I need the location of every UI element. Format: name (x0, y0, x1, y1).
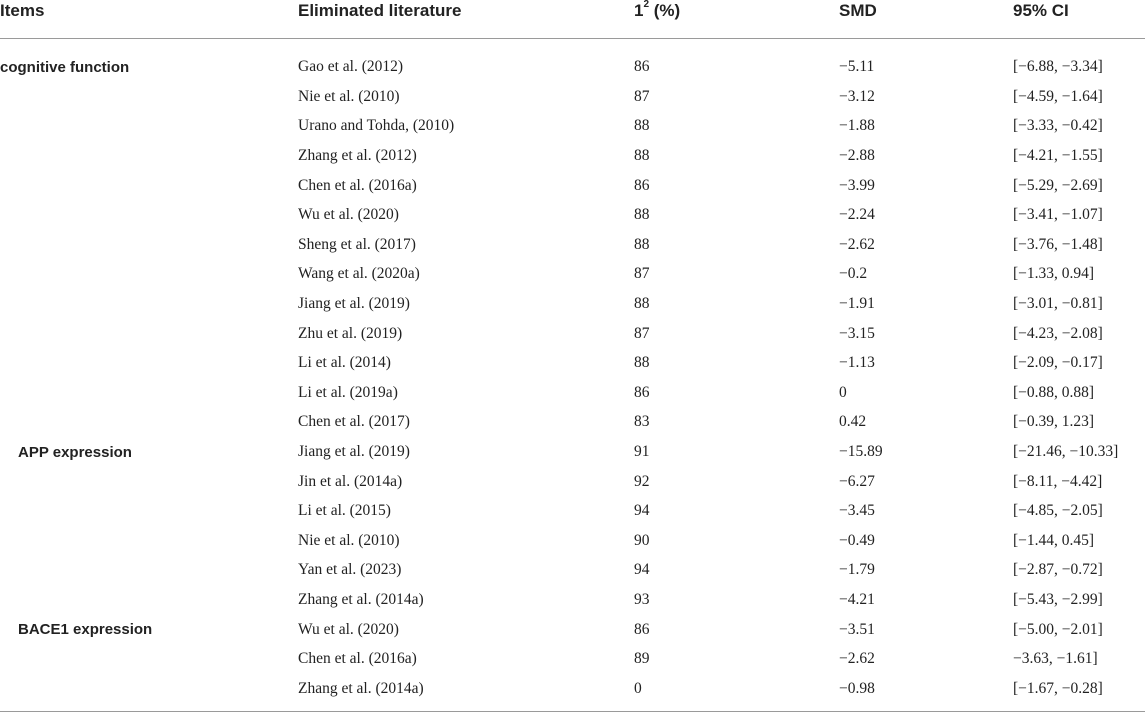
item-group-label (0, 177, 18, 194)
cell-eliminated-literature: Wu et al. (2020) (298, 620, 399, 638)
cell-95-ci: [−21.46, −10.33] (1013, 443, 1119, 461)
cell-eliminated-literature: Chen et al. (2016a) (298, 650, 417, 668)
cell-eliminated-literature: Chen et al. (2016a) (298, 176, 417, 194)
item-group-label (0, 266, 18, 283)
cell-smd: −4.21 (839, 590, 875, 608)
header-i-squared (634, 0, 839, 38)
cell-eliminated-literature: Li et al. (2014) (298, 354, 391, 372)
header-i2-base: 1 (634, 1, 644, 20)
table-row (0, 556, 1145, 586)
cell-item-group (0, 141, 298, 171)
cell-95-ci: [−3.41, −1.07] (1013, 206, 1103, 224)
cell-i-squared: 93 (634, 590, 650, 608)
cell-i-squared: 94 (634, 502, 650, 520)
cell-item-group (0, 82, 298, 112)
cell-i-squared: 86 (634, 620, 650, 638)
item-group-label (0, 296, 18, 313)
cell-eliminated-literature: Li et al. (2015) (298, 502, 391, 520)
table-row (0, 200, 1145, 230)
cell-smd: −2.88 (839, 147, 875, 165)
cell-eliminated-literature: Nie et al. (2010) (298, 87, 400, 105)
item-group-label (0, 651, 18, 668)
cell-95-ci: [−5.00, −2.01] (1013, 620, 1103, 638)
item-group-label (0, 532, 18, 549)
cell-smd: −1.13 (839, 354, 875, 372)
cell-eliminated-literature: Urano and Tohda, (2010) (298, 117, 455, 135)
item-group-label: APP expression (18, 443, 132, 461)
header-i2-unit: (%) (649, 1, 681, 20)
cell-item-group (0, 496, 298, 526)
cell-item-group (0, 289, 298, 319)
table-row (0, 260, 1145, 290)
cell-i-squared: 88 (634, 206, 650, 224)
cell-item-group (0, 526, 298, 556)
cell-item-group (0, 615, 298, 645)
cell-eliminated-literature: Jiang et al. (2019) (298, 295, 410, 313)
cell-eliminated-literature: Nie et al. (2010) (298, 531, 400, 549)
cell-95-ci: [−3.33, −0.42] (1013, 117, 1103, 135)
table-row (0, 408, 1145, 438)
cell-item-group (0, 437, 298, 467)
cell-item-group (0, 171, 298, 201)
cell-smd: −3.15 (839, 324, 875, 342)
cell-95-ci: [−1.44, 0.45] (1013, 531, 1095, 549)
cell-eliminated-literature: Sheng et al. (2017) (298, 235, 416, 253)
cell-smd: −0.98 (839, 679, 875, 697)
cell-item-group (0, 112, 298, 142)
table-row (0, 585, 1145, 615)
cell-smd: −3.12 (839, 87, 875, 105)
cell-95-ci: [−5.29, −2.69] (1013, 176, 1103, 194)
cell-95-ci: [−8.11, −4.42] (1013, 472, 1103, 490)
cell-smd: −0.2 (839, 265, 868, 283)
cell-item-group (0, 260, 298, 290)
cell-item-group (0, 200, 298, 230)
cell-smd: −3.99 (839, 176, 875, 194)
cell-i-squared: 86 (634, 58, 650, 76)
item-group-label (0, 325, 18, 342)
cell-95-ci: [−1.33, 0.94] (1013, 265, 1095, 283)
header-smd: SMD (839, 1, 877, 20)
cell-smd: 0.42 (839, 413, 867, 431)
cell-i-squared: 88 (634, 147, 650, 165)
item-group-label (0, 355, 18, 372)
cell-95-ci: [−4.23, −2.08] (1013, 324, 1103, 342)
cell-i-squared: 88 (634, 117, 650, 135)
cell-eliminated-literature: Gao et al. (2012) (298, 58, 404, 76)
item-group-label (0, 207, 18, 224)
table-row (0, 82, 1145, 112)
table-row (0, 112, 1145, 142)
item-group-label (0, 591, 18, 608)
cell-i-squared: 87 (634, 265, 650, 283)
cell-95-ci: [−3.76, −1.48] (1013, 235, 1103, 253)
cell-eliminated-literature: Wu et al. (2020) (298, 206, 399, 224)
item-group-label (0, 384, 18, 401)
table-header (0, 0, 1145, 38)
cell-95-ci: [−0.88, 0.88] (1013, 383, 1095, 401)
cell-95-ci: [−1.67, −0.28] (1013, 679, 1103, 697)
table-bottom-rule (0, 711, 1145, 712)
cell-item-group (0, 674, 298, 704)
cell-i-squared: 91 (634, 443, 650, 461)
cell-item-group (0, 378, 298, 408)
table-row (0, 437, 1145, 467)
cell-i-squared: 86 (634, 176, 650, 194)
cell-item-group (0, 319, 298, 349)
cell-95-ci: −3.63, −1.61] (1013, 650, 1098, 668)
cell-i-squared: 0 (634, 679, 642, 697)
cell-95-ci: [−4.59, −1.64] (1013, 87, 1103, 105)
table-row (0, 615, 1145, 645)
table-row (0, 496, 1145, 526)
cell-item-group (0, 348, 298, 378)
header-spacer (0, 38, 1145, 53)
cell-item-group (0, 585, 298, 615)
cell-i-squared: 94 (634, 561, 650, 579)
cell-i-squared: 89 (634, 650, 650, 668)
cell-i-squared: 87 (634, 324, 650, 342)
table-row (0, 526, 1145, 556)
cell-i-squared: 87 (634, 87, 650, 105)
cell-95-ci: [−5.43, −2.99] (1013, 590, 1103, 608)
table-row (0, 141, 1145, 171)
table-row (0, 674, 1145, 704)
cell-i-squared: 83 (634, 413, 650, 431)
cell-smd: −3.45 (839, 502, 875, 520)
cell-95-ci: [−4.85, −2.05] (1013, 502, 1103, 520)
cell-95-ci: [−0.39, 1.23] (1013, 413, 1095, 431)
cell-smd: −1.79 (839, 561, 875, 579)
table-body (0, 38, 1145, 704)
cell-i-squared: 88 (634, 235, 650, 253)
cell-smd: −2.62 (839, 235, 875, 253)
table-row (0, 467, 1145, 497)
cell-i-squared: 88 (634, 354, 650, 372)
cell-smd: −3.51 (839, 620, 875, 638)
cell-eliminated-literature: Zhu et al. (2019) (298, 324, 403, 342)
cell-smd: −2.62 (839, 650, 875, 668)
item-group-label (0, 503, 18, 520)
table-row (0, 644, 1145, 674)
item-group-label (0, 680, 18, 697)
table-row (0, 171, 1145, 201)
item-group-label: BACE1 expression (18, 621, 153, 639)
header-row (0, 0, 1145, 38)
cell-item-group (0, 556, 298, 586)
cell-smd: −6.27 (839, 472, 875, 490)
header-eliminated-literature: Eliminated literature (298, 1, 462, 20)
cell-eliminated-literature: Jiang et al. (2019) (298, 443, 410, 461)
item-group-label (0, 148, 18, 165)
cell-95-ci: [−6.88, −3.34] (1013, 58, 1103, 76)
item-group-label (0, 562, 18, 579)
cell-i-squared: 90 (634, 531, 650, 549)
cell-eliminated-literature: Zhang et al. (2014a) (298, 679, 424, 697)
item-group-label (0, 414, 18, 431)
header-items: Items (0, 1, 45, 20)
cell-i-squared: 92 (634, 472, 650, 490)
table-row (0, 378, 1145, 408)
cell-eliminated-literature: Li et al. (2019a) (298, 383, 398, 401)
cell-item-group (0, 230, 298, 260)
cell-95-ci: [−2.09, −0.17] (1013, 354, 1103, 372)
table-row (0, 319, 1145, 349)
cell-smd: −1.88 (839, 117, 875, 135)
cell-eliminated-literature: Zhang et al. (2014a) (298, 590, 424, 608)
table-row (0, 53, 1145, 83)
cell-smd: −15.89 (839, 443, 883, 461)
cell-95-ci: [−3.01, −0.81] (1013, 295, 1103, 313)
cell-i-squared: 86 (634, 383, 650, 401)
header-95-ci: 95% CI (1013, 1, 1069, 20)
cell-item-group (0, 644, 298, 674)
item-group-label (0, 88, 18, 105)
cell-eliminated-literature: Wang et al. (2020a) (298, 265, 420, 283)
cell-smd: −5.11 (839, 58, 875, 76)
cell-smd: −1.91 (839, 295, 875, 313)
item-group-label (0, 118, 18, 135)
cell-95-ci: [−4.21, −1.55] (1013, 147, 1103, 165)
cell-smd: −2.24 (839, 206, 875, 224)
item-group-label: cognitive function (0, 58, 130, 76)
cell-smd: −0.49 (839, 531, 875, 549)
cell-item-group (0, 53, 298, 83)
cell-eliminated-literature: Yan et al. (2023) (298, 561, 402, 579)
table-row (0, 289, 1145, 319)
table-row (0, 348, 1145, 378)
item-group-label (0, 473, 18, 490)
cell-eliminated-literature: Jin et al. (2014a) (298, 472, 403, 490)
table-row (0, 230, 1145, 260)
cell-i-squared: 88 (634, 295, 650, 313)
cell-eliminated-literature: Chen et al. (2017) (298, 413, 410, 431)
header-i2-superscript: 2 (643, 0, 650, 11)
cell-95-ci: [−2.87, −0.72] (1013, 561, 1103, 579)
cell-item-group (0, 408, 298, 438)
cell-smd: 0 (839, 383, 847, 401)
cell-item-group (0, 467, 298, 497)
cell-eliminated-literature: Zhang et al. (2012) (298, 147, 417, 165)
item-group-label (0, 236, 18, 253)
